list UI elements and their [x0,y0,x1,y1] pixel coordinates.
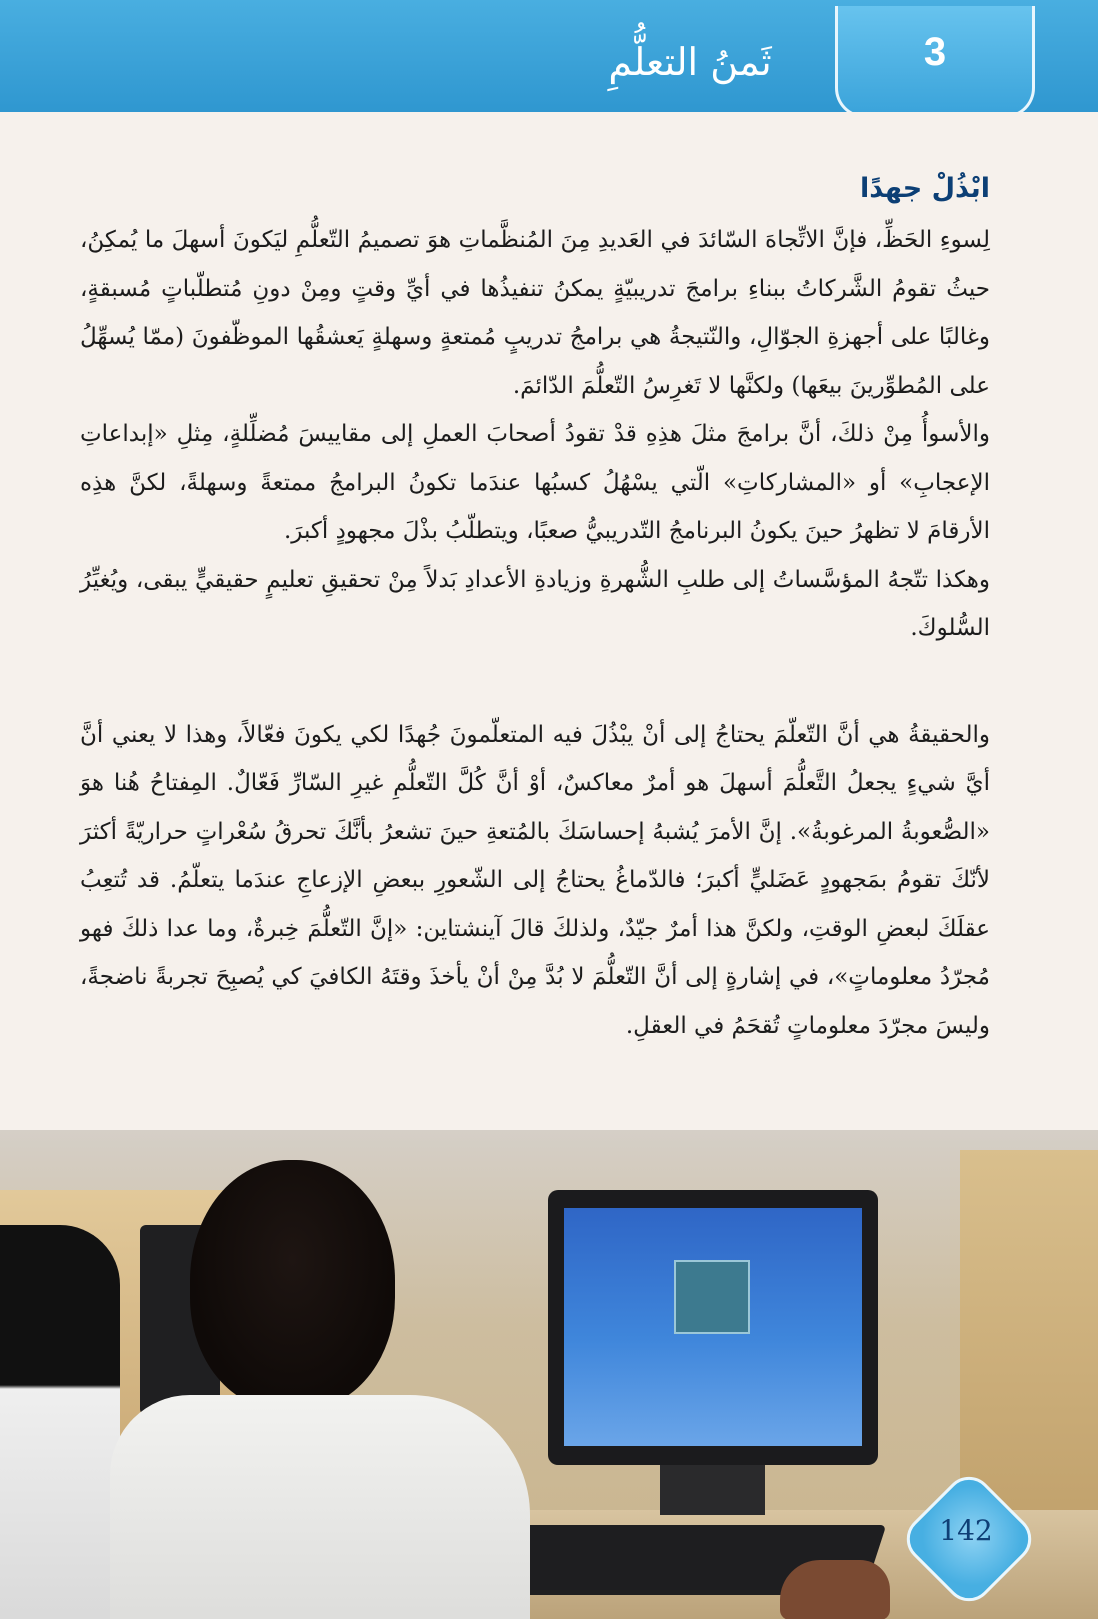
student-shoulders [110,1395,530,1619]
monitor-stand [660,1465,765,1515]
student-head [190,1160,395,1410]
chapter-number-tab [835,6,1035,118]
computer-monitor [548,1190,878,1465]
chapter-number: 3 [923,30,947,74]
chapter-title: ثَمنُ التعلُّمِ [608,40,772,84]
paragraph: لِسوءِ الحَظِّ، فإنَّ الاتِّجاهَ السّائدَ في العَديدِ مِنَ المُنظَّماتِ هوَ تصميمُ التّعلُّمِ ليَكونَ أسهلَ ما يُمكِنُ، حيثُ تقومُ الشَّركاتُ ببناءِ برامجَ تدريبيّةٍ يمكنُ تنفيذُها في أيِّ وقتٍ ومِنْ دونِ مُتطلّباتٍ مُسبقةٍ، وغالبًا على أجهزةِ الجوّالِ، والنّتيجةُ هي برامجُ تدريبٍ مُمتعةٍ وسهلةٍ يَعشقُها الموظّفونَ (ممّا يُسهِّلُ على المُطوِّرينَ بيعَها) ولكنَّها لا تَغرِسُ التّعلُّمَ الدّائمَ. [80,227,990,399]
monitor-screen [564,1208,862,1446]
section-heading: ابْذُلْ جهدًا [860,173,990,204]
paragraph: والأسوأُ مِنْ ذلكَ، أنَّ برامجَ مثلَ هذِهِ قدْ تقودُ أصحابَ العملِ إلى مقاييسَ مُضلِّلةٍ، مِثلِ «إبداعاتِ الإعجابِ» أو «المشاركاتِ» الّتي يسْهُلُ كسبُها عندَما تكونُ البرامجُ ممتعةً وسهلةً، لكنَّ هذِه الأرقامَ لا تظهرُ حينَ يكونُ البرنامجُ التّدريبيُّ صعبًا، ويتطلّبُ بذْلَ مجهودٍ أكبرَ. [80,421,990,544]
student-hand [780,1560,890,1619]
page-number: 142 [939,1514,993,1547]
screen-window [674,1260,750,1334]
article-body [80,170,990,1050]
paragraph: وهكذا تتّجهُ المؤسَّساتُ إلى طلبِ الشُّهرةِ وزيادةِ الأعدادِ بَدلاً مِنْ تحقيقِ تعليمٍ حقيقيٍّ يبقى، ويُغيِّرُ السُّلوكَ. [80,566,990,641]
paragraph-gap [80,653,990,711]
student-left [0,1225,120,1619]
paragraph: والحقيقةُ هي أنَّ التّعلّمَ يحتاجُ إلى أنْ يبْذُلَ فيه المتعلّمونَ جُهدًا لكي يكونَ فعّالاً، وهذا لا يعني أنَّ أيَّ شيءٍ يجعلُ التَّعلُّمَ أسهلَ هو أمرٌ معاكسٌ، أوْ أنَّ كُلَّ التّعلُّمِ غيرِ السّارِّ فَعّالٌ. المِفتاحُ هُنا هوَ «الصُّعوبةُ المرغوبةُ». إنَّ الأمرَ يُشبهُ إحساسَكَ بالمُتعةِ حينَ تشعرُ بأنَّكَ تحرقُ سُعْراتٍ حراريّةً أكثرَ لأنّكَ تقومُ بمَجهودٍ عَضَليٍّ أكبرَ؛ فالدّماغُ يحتاجُ إلى الشّعورِ ببعضِ الإزعاجِ عندَما يتعلّمُ. قد تُتعِبُ عقلَكَ لبعضِ الوقتِ، ولكنَّ هذا أمرٌ جيّدٌ، ولذلكَ قالَ آينشتاين: «إنَّ التّعلُّمَ خِبرةٌ، وما عدا ذلكَ فهو مُجرّدُ معلوماتٍ»، في إشارةٍ إلى أنَّ التّعلُّمَ لا بُدَّ مِنْ أنْ يأخذَ وقتَهُ الكافيَ كي يُصبِحَ تجربةً ناضجةً، وليسَ مجرّدَ معلوماتٍ تُقحَمُ في العقلِ. [80,721,990,1039]
